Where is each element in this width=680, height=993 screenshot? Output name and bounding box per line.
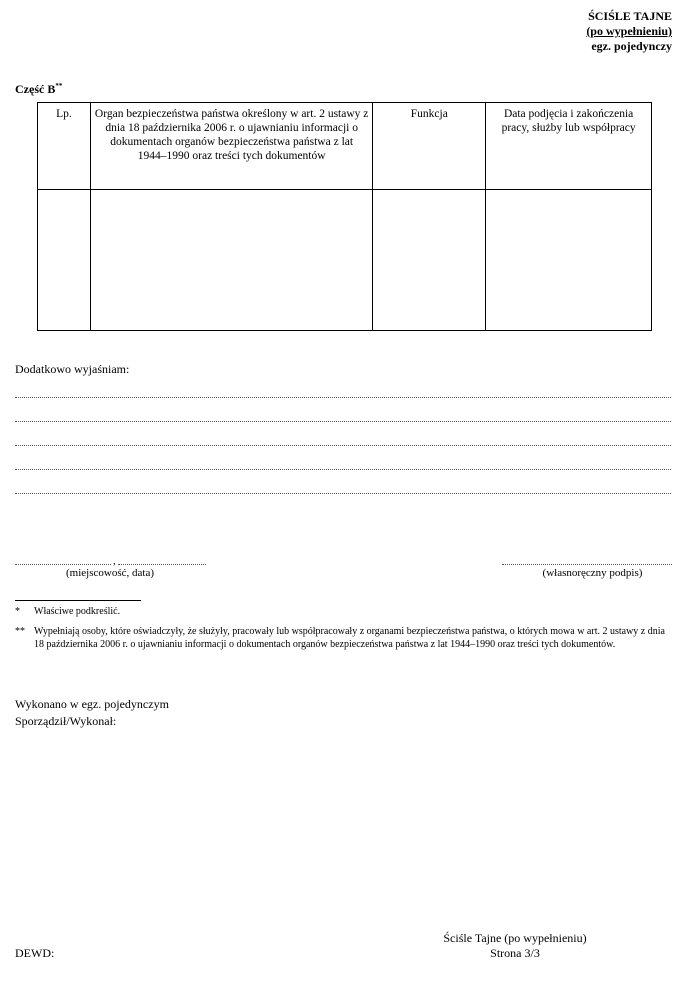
comma-separator: , bbox=[113, 555, 116, 567]
explanation-line-1[interactable] bbox=[15, 396, 671, 398]
cell-organ[interactable] bbox=[90, 190, 372, 331]
signature-label: (własnoręczny podpis) bbox=[542, 567, 643, 579]
col-header-dates: Data podjęcia i zakończenia pracy, służby lub współpracy bbox=[486, 103, 652, 190]
table-row bbox=[38, 190, 652, 331]
service-table bbox=[37, 102, 652, 331]
explanation-line-2[interactable] bbox=[15, 420, 671, 422]
explanation-label: Dodatkowo wyjaśniam: bbox=[15, 362, 130, 376]
footnote-1-text: Właściwe podkreślić. bbox=[34, 606, 121, 617]
footnote-2-mark: ** bbox=[15, 626, 25, 637]
cell-dates[interactable] bbox=[486, 190, 652, 331]
footnote-2-text: Wypełniają osoby, które oświadczyły, że służyły, pracowały lub współpracowały z organami bezpieczeństwa państwa, o których mowa w art. 2 ustawy z dnia 18 października 2006 r. o ujawnianiu informacji o dokumentach organów bezpieczeństwa państwa z lat 1944–1990 oraz treści tych dokumentów. bbox=[34, 626, 665, 650]
col-header-function: Funkcja bbox=[373, 103, 486, 190]
explanation-line-5[interactable] bbox=[15, 492, 671, 494]
footnote-2 bbox=[15, 625, 675, 651]
classification-title: ŚCIŚLE TAJNE bbox=[588, 9, 672, 23]
page-number: Strona 3/3 bbox=[490, 946, 540, 960]
copy-note: egz. pojedynczy bbox=[591, 39, 672, 53]
place-line[interactable] bbox=[15, 563, 111, 565]
footnote-1 bbox=[15, 605, 675, 618]
footer-classification: Ściśle Tajne (po wypełnieniu) bbox=[443, 931, 587, 945]
signature-line[interactable] bbox=[502, 563, 672, 565]
footnote-1-mark: * bbox=[15, 606, 20, 617]
explanation-line-3[interactable] bbox=[15, 444, 671, 446]
col-header-lp: Lp. bbox=[38, 103, 91, 190]
cell-lp[interactable] bbox=[38, 190, 91, 331]
section-title-text: Część B bbox=[15, 82, 56, 96]
classification-header bbox=[586, 9, 672, 54]
col-header-organ: Organ bezpieczeństwa państwa określony w art. 2 ustawy z dnia 18 października 2006 r. o ujawnianiu informacji o dokumentach organów bezpieczeństwa państwa z lat 1944–1990 oraz treści tych dokumentów bbox=[90, 103, 372, 190]
explanation-line-4[interactable] bbox=[15, 468, 671, 470]
cell-function[interactable] bbox=[373, 190, 486, 331]
classification-note: (po wypełnieniu) bbox=[586, 24, 672, 38]
dewd-label: DEWD: bbox=[15, 946, 55, 960]
prepared-by-label: Sporządził/Wykonał: bbox=[15, 714, 117, 728]
section-title bbox=[15, 82, 62, 97]
table-header-row bbox=[38, 103, 652, 190]
footnote-divider bbox=[15, 600, 141, 601]
date-line[interactable] bbox=[118, 563, 206, 565]
place-date-label: (miejscowość, data) bbox=[66, 567, 154, 579]
executed-copy-note: Wykonano w egz. pojedynczym bbox=[15, 697, 169, 711]
section-footnote-mark: ** bbox=[55, 82, 63, 90]
